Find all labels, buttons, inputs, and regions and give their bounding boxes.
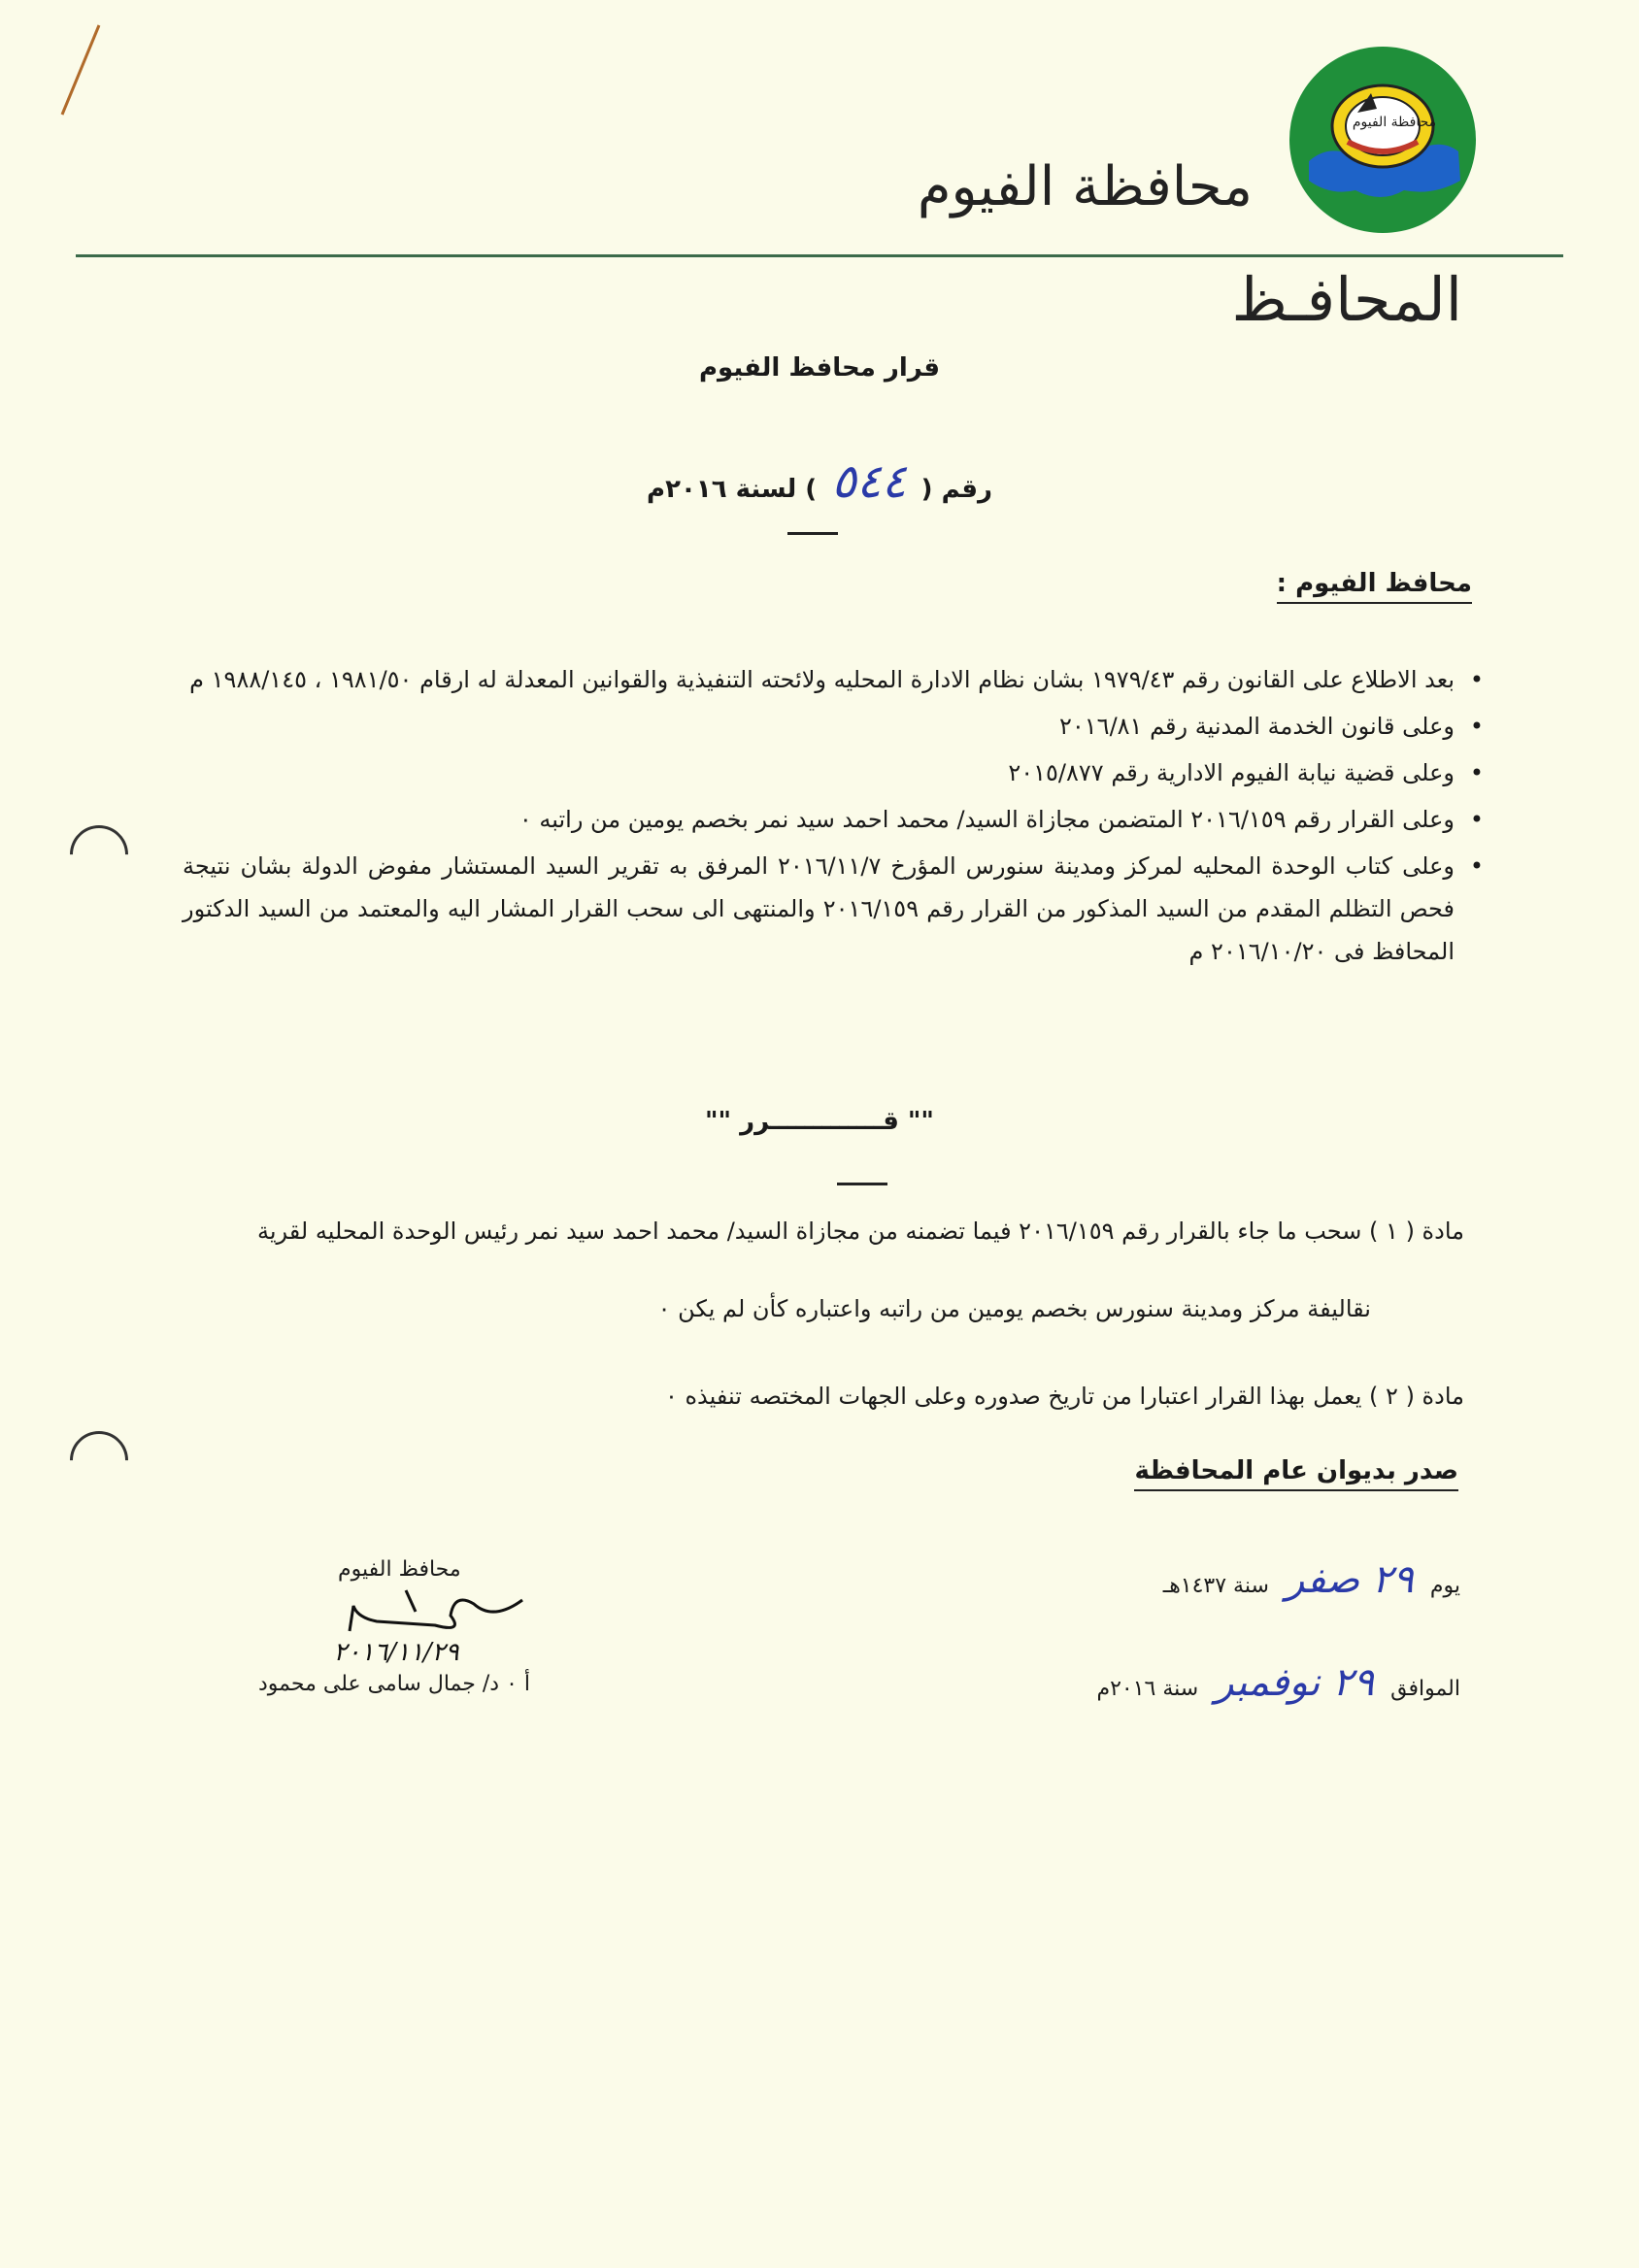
hijri-year: سنة ١٤٣٧هـ bbox=[1162, 1574, 1269, 1598]
punch-hole-mark bbox=[58, 814, 141, 896]
decision-number-line bbox=[0, 454, 1639, 509]
governorate-name: محافظة الفيوم bbox=[917, 155, 1253, 218]
office-title: المحافـظ bbox=[1231, 264, 1462, 335]
article-1 bbox=[66, 1212, 1464, 1328]
gregorian-date-line bbox=[1096, 1660, 1460, 1705]
pen-stroke-mark bbox=[56, 21, 105, 118]
signatory-title: محافظ الفيوم bbox=[338, 1557, 461, 1582]
article-text: يعمل بهذا القرار اعتبارا من تاريخ صدوره وعلى الجهات المختصه تنفيذه ٠ bbox=[664, 1383, 1362, 1410]
governor-heading: محافظ الفيوم : bbox=[1277, 569, 1472, 604]
logo-text: محافظة الفيوم bbox=[1352, 115, 1437, 130]
corresponding-label: الموافق bbox=[1390, 1677, 1460, 1701]
hijri-date-handwritten: ٢٩ صفر bbox=[1285, 1557, 1414, 1602]
header-rule bbox=[76, 254, 1563, 257]
preamble-item: • وعلى قانون الخدمة المدنية رقم ٢٠١٦/٨١ bbox=[183, 705, 1455, 748]
article-continuation: نقاليفة مركز ومدينة سنورس بخصم يومين من راتبه واعتباره كأن لم يكن ٠ bbox=[657, 1295, 1371, 1322]
gregorian-year: سنة ٢٠١٦م bbox=[1096, 1677, 1199, 1701]
preamble-item: • وعلى كتاب الوحدة المحليه لمركز ومدينة سنورس المؤرخ ٢٠١٦/١١/٧ المرفق به تقرير السيد المستشار مفوض الدولة بشان نتيجة فحص التظلم المقدم من السيد المذكور من القرار رقم ٢٠١٦/١٥٩ والمنتهى الى سحب القرار المشار اليه والمعتمد من السيد الدكتور المحافظ فى ٢٠١٦/١٠/٢٠ م bbox=[183, 845, 1455, 973]
signatory-name: أ ٠ د/ جمال سامى على محمود bbox=[258, 1672, 530, 1696]
decision-number-handwritten: ٥٤٤ bbox=[831, 454, 907, 509]
number-prefix: رقم ( bbox=[920, 475, 992, 504]
preamble-item: • بعد الاطلاع على القانون رقم ١٩٧٩/٤٣ بشان نظام الادارة المحليه ولائحته التنفيذية والقوانين المعدلة له ارقام ١٩٨١/٥٠ ، ١٩٨٨/١٤٥ م bbox=[183, 658, 1455, 701]
short-divider bbox=[837, 1183, 887, 1185]
gregorian-date-handwritten: ٢٩ نوفمبر bbox=[1215, 1660, 1375, 1705]
decision-title: قرار محافظ الفيوم bbox=[698, 353, 940, 383]
day-label: يوم bbox=[1429, 1574, 1460, 1598]
hijri-date-line bbox=[1163, 1557, 1460, 1602]
preamble-item: • وعلى القرار رقم ٢٠١٦/١٥٩ المتضمن مجازاة السيد/ محمد احمد سيد نمر بخصم يومين من راتبه ٠ bbox=[183, 798, 1455, 841]
punch-hole-mark bbox=[58, 1419, 141, 1502]
handwritten-signature bbox=[260, 1583, 532, 1670]
article-text: سحب ما جاء بالقرار رقم ٢٠١٦/١٥٩ فيما تضمنه من مجازاة السيد/ محمد احمد سيد نمر رئيس الوحدة المحليه لقرية bbox=[257, 1217, 1362, 1245]
article-label: مادة ( ١ ) bbox=[1369, 1217, 1464, 1245]
short-divider bbox=[787, 532, 838, 535]
issued-at-heading: صدر بديوان عام المحافظة bbox=[1134, 1456, 1458, 1491]
article-label: مادة ( ٢ ) bbox=[1369, 1383, 1464, 1410]
preamble-item: • وعلى قضية نيابة الفيوم الادارية رقم ٢٠١٥/٨٧٧ bbox=[183, 751, 1455, 794]
signature-date: ٢٠١٦/١١/٢٩ bbox=[333, 1638, 459, 1667]
preamble-list bbox=[183, 658, 1484, 977]
article-2 bbox=[66, 1377, 1464, 1416]
number-suffix: ) لسنة ٢٠١٦م bbox=[647, 475, 818, 504]
decide-heading: "" قـــــــــــــرر "" bbox=[705, 1107, 934, 1136]
governorate-seal-logo bbox=[1288, 45, 1478, 235]
